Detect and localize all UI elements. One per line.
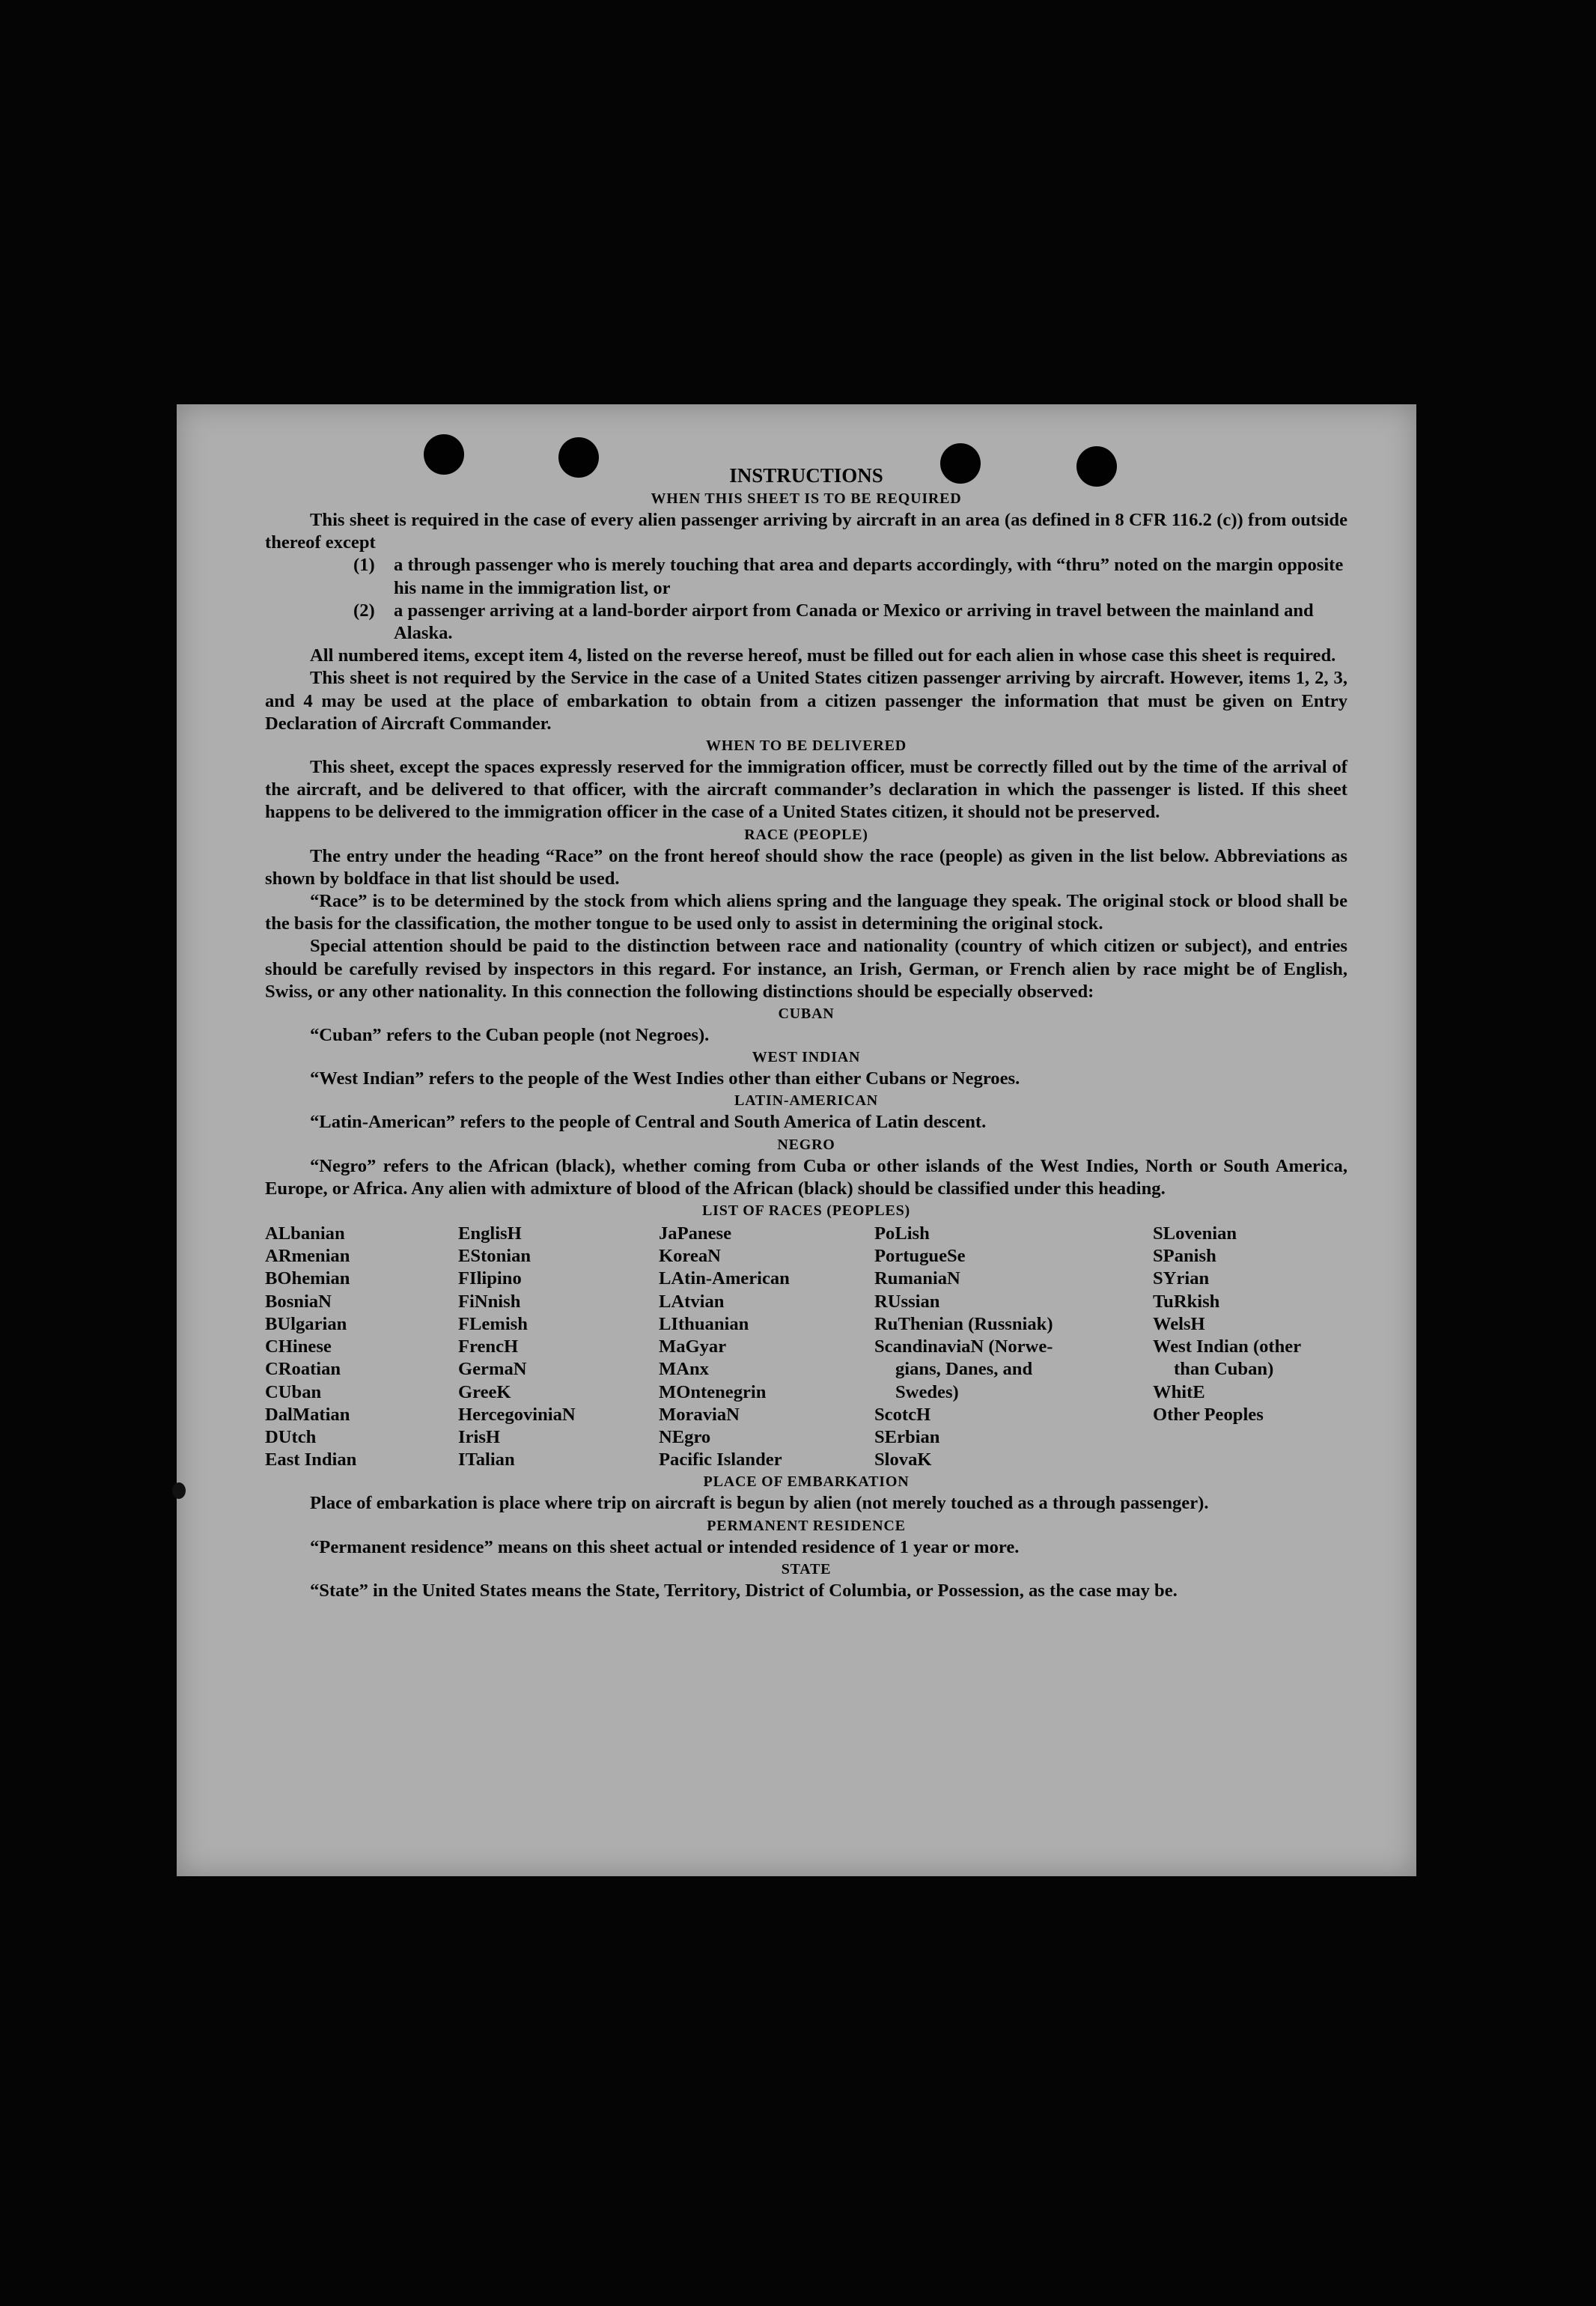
list-item [265, 554, 1347, 599]
paragraph: This sheet is required in the case of every alien passenger arriving by aircraft in an area (as defined in 8 CFR 116.2 (c)) from outside thereof except [265, 510, 1347, 553]
race-entry: SLovenian [1153, 1223, 1237, 1244]
race-entry: ITalian [458, 1449, 515, 1470]
item-number: (2) [353, 600, 375, 621]
paragraph: “Race” is to be determined by the stock from which aliens spring and the language they speak. The original stock or blood shall be the basis for the classification, the mother tongue to be used only to assist in determining the original stock. [265, 891, 1347, 934]
paragraph: This sheet is not required by the Service in the case of a United States citizen passenger arriving by aircraft. However, items 1, 2, 3, and 4 may be used at the place of embarkation to obtain from a citizen passenger the information that must be given on Entry Declaration of Aircraft Commander. [265, 668, 1347, 734]
heading-delivered: WHEN TO BE DELIVERED [705, 737, 907, 755]
item-text: a through passenger who is merely touching that area and departs accordingly, with “thru” noted on the margin opposite his name in the immigration list, or [394, 555, 1344, 598]
race-entry: RuThenian (Russniak) [874, 1313, 1053, 1334]
race-entry: CRoatian [265, 1359, 341, 1380]
races-column-4 [874, 1223, 1153, 1471]
paragraph: All numbered items, except item 4, listed on the reverse hereof, must be filled out for each alien in whose case this sheet is required. [310, 645, 1336, 666]
race-entry: SErbian [874, 1426, 940, 1447]
race-entry: MOntenegrin [659, 1381, 767, 1402]
race-entry: ARmenian [265, 1246, 350, 1267]
paragraph: “West Indian” refers to the people of the West Indies other than either Cubans or Negroes. [310, 1068, 1020, 1089]
race-entry: LAtin-American [659, 1268, 790, 1289]
paragraph: “Latin-American” refers to the people of Central and South America of Latin descent. [310, 1112, 987, 1133]
race-entry: ScandinaviaN (Norwe- [874, 1336, 1053, 1357]
race-entry: SYrian [1153, 1268, 1210, 1289]
race-entry: DUtch [265, 1426, 317, 1447]
races-column-2 [458, 1223, 659, 1471]
race-entry: FIlipino [458, 1268, 522, 1289]
race-entry-continued: gians, Danes, and [895, 1359, 1033, 1380]
race-entry: FLemish [458, 1313, 528, 1334]
race-entry: GreeK [458, 1381, 511, 1402]
heading-state: STATE [781, 1560, 832, 1578]
race-entry-continued: Swedes) [895, 1381, 959, 1402]
races-column-1 [265, 1223, 458, 1471]
race-entry: HercegoviniaN [458, 1404, 576, 1425]
race-entry: MaGyar [659, 1336, 727, 1357]
race-entry: ScotcH [874, 1404, 931, 1425]
race-entry: WhitE [1153, 1381, 1205, 1402]
paragraph: Place of embarkation is place where trip on aircraft is begun by alien (not merely touched as a through passenger). [310, 1493, 1209, 1514]
races-list [265, 1223, 1347, 1471]
heading-required: WHEN THIS SHEET IS TO BE REQUIRED [651, 490, 962, 507]
race-entry: Other Peoples [1153, 1404, 1264, 1425]
race-entry: MAnx [659, 1359, 709, 1380]
document-sheet [177, 404, 1416, 1876]
race-entry: BUlgarian [265, 1313, 347, 1334]
races-column-3 [659, 1223, 874, 1471]
heading-negro: NEGRO [777, 1136, 835, 1153]
heading-race: RACE (PEOPLE) [744, 826, 868, 843]
heading-cuban: CUBAN [778, 1006, 835, 1023]
heading-latin-american: LATIN-AMERICAN [734, 1092, 878, 1110]
paragraph: This sheet, except the spaces expressly reserved for the immigration officer, must be correctly filled out by the time of the arrival of the aircraft, and be delivered to that officer, with the aircraft commander’s declaration in which the passenger is listed. If this sheet happens to be delivered to the immigration officer in the case of a United States citizen, it should not be preserved. [265, 757, 1347, 823]
race-entry: FrencH [458, 1336, 519, 1357]
paragraph: The entry under the heading “Race” on the front hereof should show the race (people) as given in the list below. Abbreviations as shown by boldface in that list should be used. [265, 845, 1347, 889]
race-entry: CUban [265, 1381, 322, 1402]
heading-list-of-races: LIST OF RACES (PEOPLES) [702, 1202, 910, 1220]
page-title: INSTRUCTIONS [729, 464, 883, 487]
race-entry: DalMatian [265, 1404, 350, 1425]
heading-residence: PERMANENT RESIDENCE [707, 1517, 906, 1534]
race-entry: JaPanese [659, 1223, 731, 1244]
race-entry: PoLish [874, 1223, 930, 1244]
paragraph: “Permanent residence” means on this sheet actual or intended residence of 1 year or more. [310, 1536, 1020, 1557]
heading-west-indian: WEST INDIAN [752, 1049, 861, 1066]
item-text: a passenger arriving at a land-border airport from Canada or Mexico or arriving in travel between the mainland and Alaska. [394, 600, 1314, 644]
item-number: (1) [353, 555, 375, 576]
race-entry: EnglisH [458, 1223, 522, 1244]
race-entry: LIthuanian [659, 1313, 749, 1334]
race-entry: East Indian [265, 1449, 357, 1470]
race-entry: ALbanian [265, 1223, 345, 1244]
race-entry: IrisH [458, 1426, 501, 1447]
race-entry: Pacific Islander [659, 1449, 782, 1470]
list-item [265, 600, 1347, 645]
race-entry: SPanish [1153, 1246, 1216, 1267]
race-entry: GermaN [458, 1359, 527, 1380]
race-entry: NEgro [659, 1426, 711, 1447]
race-entry: SlovaK [874, 1449, 932, 1470]
race-entry: BosniaN [265, 1291, 332, 1312]
race-entry: RUssian [874, 1291, 940, 1312]
race-entry: CHinese [265, 1336, 332, 1357]
race-entry: PortugueSe [874, 1246, 966, 1267]
race-entry: WelsH [1153, 1313, 1205, 1334]
paragraph: “Negro” refers to the African (black), whether coming from Cuba or other islands of the West Indies, North or South America, Europe, or Africa. Any alien with admixture of blood of the African (black) should be classified under this heading. [265, 1155, 1347, 1199]
margin-mark [172, 1482, 186, 1499]
heading-embarkation: PLACE OF EMBARKATION [703, 1473, 910, 1491]
race-entry: RumaniaN [874, 1268, 960, 1289]
race-entry-continued: than Cuban) [1174, 1359, 1274, 1380]
paragraph: Special attention should be paid to the distinction between race and nationality (country of which citizen or subject), and entries should be carefully revised by inspectors in this regard. For instance, an Irish, German, or French alien by race might be of English, Swiss, or any other nationality. In this connection the following distinctions should be especially observed: [265, 936, 1347, 1002]
instructions-text [265, 463, 1347, 1602]
race-entry: EStonian [458, 1246, 532, 1267]
race-entry: West Indian (other [1153, 1336, 1302, 1357]
race-entry: KoreaN [659, 1246, 721, 1267]
paragraph: “State” in the United States means the State, Territory, District of Columbia, or Possession, as the case may be. [310, 1580, 1178, 1601]
race-entry: FiNnish [458, 1291, 521, 1312]
race-entry: MoraviaN [659, 1404, 740, 1425]
race-entry: LAtvian [659, 1291, 725, 1312]
race-entry: BOhemian [265, 1268, 350, 1289]
race-entry: TuRkish [1153, 1291, 1220, 1312]
paragraph: “Cuban” refers to the Cuban people (not Negroes). [310, 1025, 710, 1046]
races-column-5 [1153, 1223, 1347, 1471]
